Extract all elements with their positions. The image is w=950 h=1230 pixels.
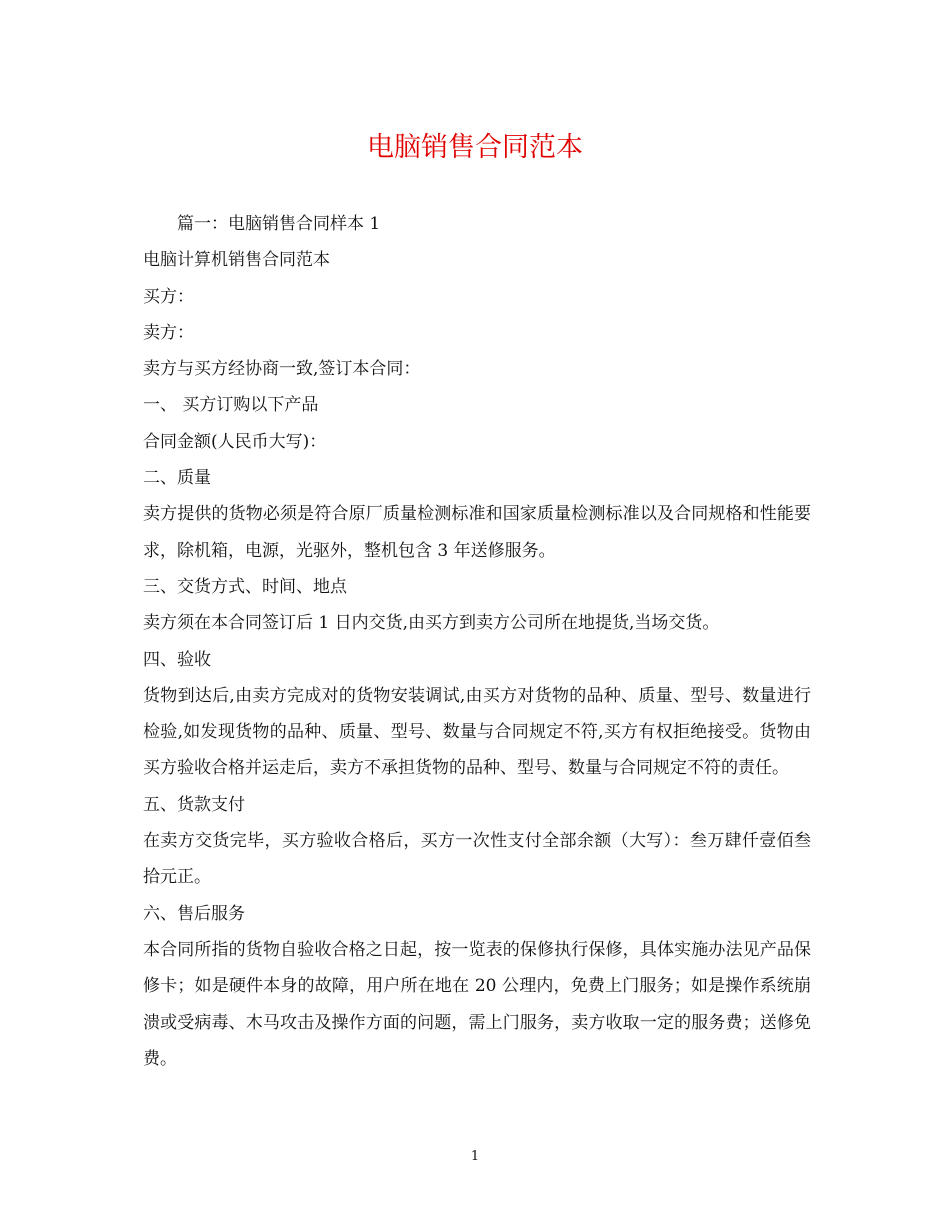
body-line: 卖方与买方经协商一致,签订本合同：: [143, 359, 421, 380]
body-line: 合同金额(人民币大写)：: [143, 431, 327, 452]
document-body: [143, 206, 811, 1077]
body-paragraph: 卖方提供的货物必须是符合原厂质量检测标准和国家质量检测标准以及合同规格和性能要求，除机箱，电源，光驱外，整机包含 3 年送修服务。: [143, 504, 811, 561]
body-line: 六、售后服务: [143, 903, 245, 924]
body-line: 卖方：: [143, 322, 194, 343]
body-paragraph: 货物到达后,由卖方完成对的货物安装调试,由买方对货物的品种、质量、型号、数量进行检验,如发现货物的品种、质量、型号、数量与合同规定不符,买方有权拒绝接受。货物由买方验收合格并运走后，卖方不承担货物的品种、型号、数量与合同规定不符的责任。: [143, 685, 811, 779]
body-line: 二、质量: [143, 468, 211, 489]
body-line: 五、货款支付: [143, 794, 245, 815]
body-line: 三、交货方式、时间、地点: [143, 576, 347, 597]
document-title: 电脑销售合同范本: [367, 132, 583, 163]
body-paragraph: 本合同所指的货物自验收合格之日起，按一览表的保修执行保修，具体实施办法见产品保修卡；如是硬件本身的故障，用户所在地在 20 公理内，免费上门服务；如是操作系统崩溃或受病毒、木马攻击及操作方面的问题，需上门服务，卖方收取一定的服务费；送修免费。: [143, 939, 811, 1069]
body-line: 篇一：电脑销售合同样本 1: [177, 214, 381, 234]
body-line: 一、 买方订购以下产品: [143, 395, 319, 416]
page-number: 1: [470, 1149, 480, 1164]
body-line: 四、验收: [143, 649, 211, 670]
body-line: 买方：: [143, 286, 194, 307]
body-paragraph: 在卖方交货完毕，买方验收合格后，买方一次性支付全部余额（大写）：叁万肆仟壹佰叁拾元正。: [143, 831, 811, 888]
body-line: 电脑计算机销售合同范本: [143, 250, 330, 271]
body-paragraph: 卖方须在本合同签订后 1 日内交货,由买方到卖方公司所在地提货,当场交货。: [143, 613, 720, 634]
